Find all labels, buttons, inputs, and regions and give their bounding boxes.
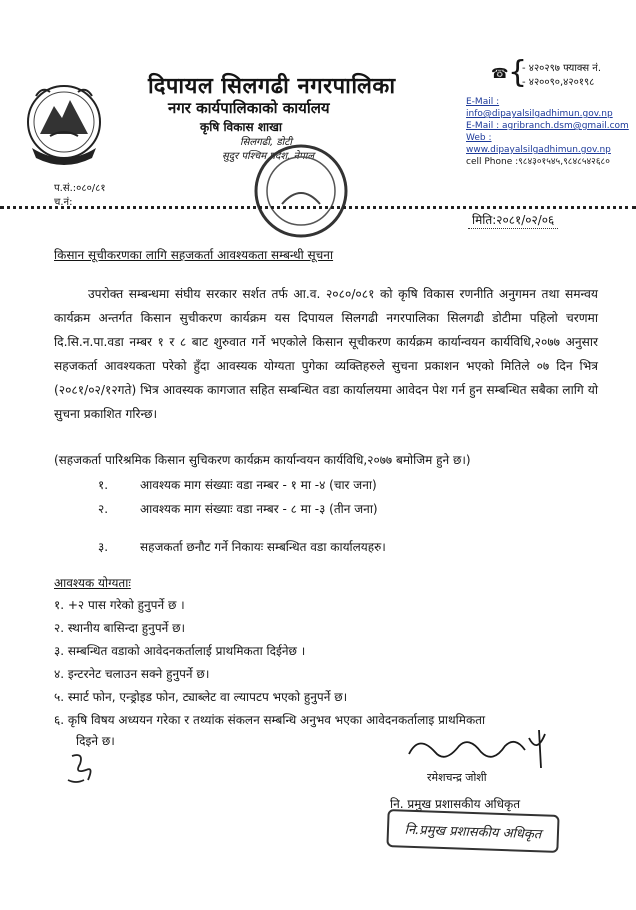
municipality-name: दिपायल सिलगढी नगरपालिका — [148, 74, 396, 99]
qualification-item-2: २. स्थानीय बासिन्दा हुनुपर्ने छ। — [54, 621, 186, 635]
demand-item-1: आवश्यक माग संख्याः वडा नम्बर - १ मा -४ (चार जना) — [140, 478, 377, 492]
officer-title: नि. प्रमुख प्रशासकीय अधिकृत — [390, 797, 521, 811]
email-link-1[interactable]: E-Mail : info@dipayalsilgadhimun.gov.np — [466, 97, 613, 119]
initial-signature — [64, 750, 104, 790]
contact-block — [466, 96, 636, 168]
dotted-divider — [0, 206, 636, 209]
web-link[interactable]: Web : www.dipayalsilgadhimun.gov.np — [466, 133, 611, 155]
officer-stamp — [386, 809, 559, 853]
qualification-item-1: १. +२ पास गरेको हुनुपर्ने छ । — [54, 598, 185, 612]
demand-item-2: आवश्यक माग संख्याः वडा नम्बर - ८ मा -३ (तीन जना) — [140, 502, 378, 516]
office-name: नगर कार्यपालिकाको कार्यालय — [168, 99, 330, 117]
demand-number-1: १. — [98, 478, 109, 492]
nepal-emblem-icon — [22, 76, 106, 170]
dispatch-number: च.नं: — [54, 197, 73, 208]
selection-body: सहजकर्ता छनौट गर्ने निकायः सम्बन्धित वडा कार्यालयहरु। — [140, 540, 386, 554]
selection-number: ३. — [98, 540, 109, 554]
notice-body — [54, 282, 598, 426]
notice-body-text: उपरोक्त सम्बन्धमा संघीय सरकार सर्शत तर्फ आ.व. २०८०/०८१ को कृषि विकास रणनीति अनुगमन तथा समन्वय कार्यक्रम अन्तर्गत किसान सुचीकरण कार्यक्रम यस दिपायल सिलगढी नगरपालिका सिलगढी डोटीमा पहिलो चरणमा दि.सि.न.पा.वडा नम्बर १ र ८ बाट शुरुवात गर्ने भएकोले किसान सूचीकरण कार्यक्रम कार्यान्वयन कार्यविधि,२०७७ अनुसार सहजकर्ता आवश्यकता परेको हुँदा आवस्यक योग्यता पुगेका व्यक्तिहरुले सुचना प्रकाशन भएको मितिले ०७ दिन भित्र (२०८१/०२/१२गते) भित्र आवस्यक कागजात सहित सम्बन्धित वडा कार्यालयमा आवेदन पेश गर्न हुन सम्बन्धित सबैका लागि यो सुचना प्रकाशित गरिन्छ। — [54, 287, 598, 421]
reference-number: प.सं.:०८०/८१ — [54, 183, 106, 194]
cell-phone: cell Phone :९८४३०१५४५,९८४८५४२६८० — [466, 157, 610, 167]
brace-icon: { — [508, 55, 528, 90]
qualification-item-6-cont: दिइने छ। — [76, 734, 115, 748]
phone-fax: - ४२०२९७ फ्याक्स नं. — [522, 63, 601, 74]
officer-name: रमेशचन्द्र जोशी — [427, 771, 487, 784]
qualification-item-5: ५. स्मार्ट फोन, एन्ड्रोइड फोन, ट्याब्लेट वा ल्यापटप भएको हुनुपर्ने छ। — [54, 690, 348, 704]
qualifications-heading: आवश्यक योग्यताः — [54, 576, 131, 590]
phone-icon: ☎ — [491, 66, 509, 82]
branch-name: कृषि विकास शाखा — [200, 120, 283, 134]
qualification-item-3: ३. सम्बन्धित वडाको आवेदनकर्तालाई प्राथमिकता दिईनेछ । — [54, 644, 306, 658]
phone-number: - ४२००९०,४२०१९८ — [522, 77, 595, 88]
letter-date: मिति:२०८१/०२/०६ — [468, 211, 558, 229]
address-line-2: सुदुर पश्चिम प्रदेश, नेपाल — [222, 151, 315, 162]
round-stamp — [252, 142, 350, 240]
qualification-item-4: ४. इन्टरनेट चलाउन सक्ने हुनुपर्ने छ। — [54, 667, 210, 681]
address-line-1: सिलगढी, डोटी — [240, 137, 292, 148]
email-link-2[interactable]: E-Mail : agribranch.dsm@gmail.com — [466, 121, 629, 131]
demand-number-2: २. — [98, 502, 109, 516]
notice-subject: किसान सूचीकरणका लागि सहजकर्ता आवश्यकता सम्बन्धी सूचना — [54, 248, 334, 262]
officer-stamp-text: नि.प्रमुख प्रशासकीय अधिकृत — [404, 822, 542, 843]
remuneration-note: (सहजकर्ता पारिश्रमिक किसान सुचिकरण कार्यक्रम कार्यान्वयन कार्यविधि,२०७७ बमोजिम हुने छ।) — [54, 453, 471, 467]
qualification-item-6: ६. कृषि विषय अध्ययन गरेका र तथ्यांक संकलन सम्बन्धि अनुभव भएका आवेदनकर्तालाइ प्राथमिकता — [54, 713, 486, 727]
